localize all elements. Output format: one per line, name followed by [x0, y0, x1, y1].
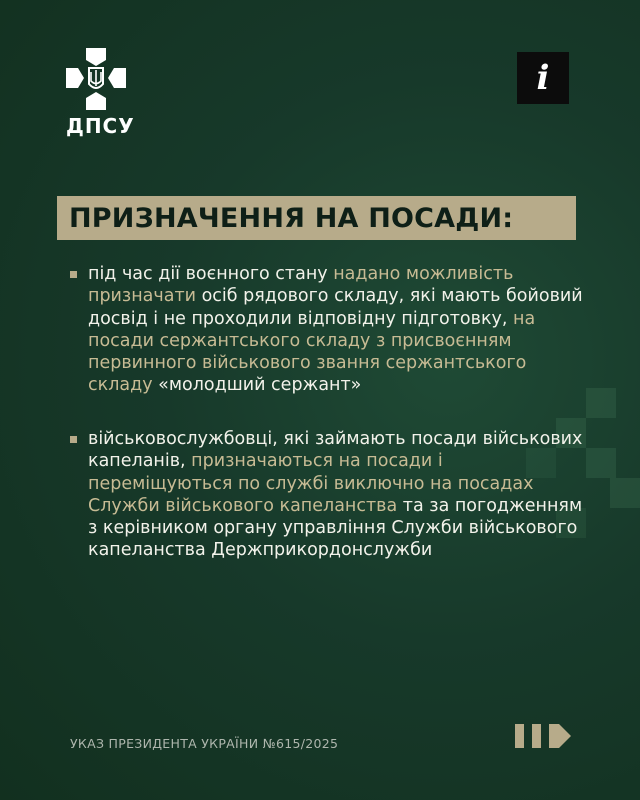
bullet-square-icon [70, 436, 77, 443]
list-item-text [88, 263, 590, 397]
next-arrows-icon[interactable] [515, 724, 571, 748]
border-guard-emblem-icon [66, 48, 126, 110]
bullet-square-icon [70, 271, 77, 278]
decor-pixel [586, 388, 616, 418]
text-part: військовослужбовці, які займають посади військових капеланів, [88, 429, 583, 472]
list-item [70, 263, 590, 397]
info-icon: i [517, 52, 569, 104]
list-item-text [88, 428, 590, 562]
heading-box [57, 196, 576, 240]
text-part: під час дії воєнного стану [88, 264, 334, 284]
text-part: та за погодженням з керівником органу управління Служби військового капеланства Держприкордонслужби [88, 495, 583, 561]
highlighted-text: на посади сержантського складу з присвоєнням первинного військового звання сержантського складу [88, 308, 536, 396]
highlighted-text: призначаються на посади і переміщуються по службі виключно на посадах Служби військового капеланства [88, 451, 534, 516]
decor-pixel [586, 448, 616, 478]
highlighted-text: надано можливість призначати [88, 264, 514, 307]
text-part: «молодший сержант» [152, 375, 362, 396]
text-part: осіб рядового складу, які мають бойовий досвід і не проходили відповідну підготовку, [88, 286, 583, 329]
decor-pixel [610, 478, 640, 508]
page-title: ПРИЗНАЧЕННЯ НА ПОСАДИ: [69, 202, 514, 234]
brand-name: ДПСУ [66, 114, 135, 138]
footer-source: УКАЗ ПРЕЗИДЕНТА УКРАЇНИ №615/2025 [70, 736, 339, 751]
list-item [70, 428, 590, 562]
